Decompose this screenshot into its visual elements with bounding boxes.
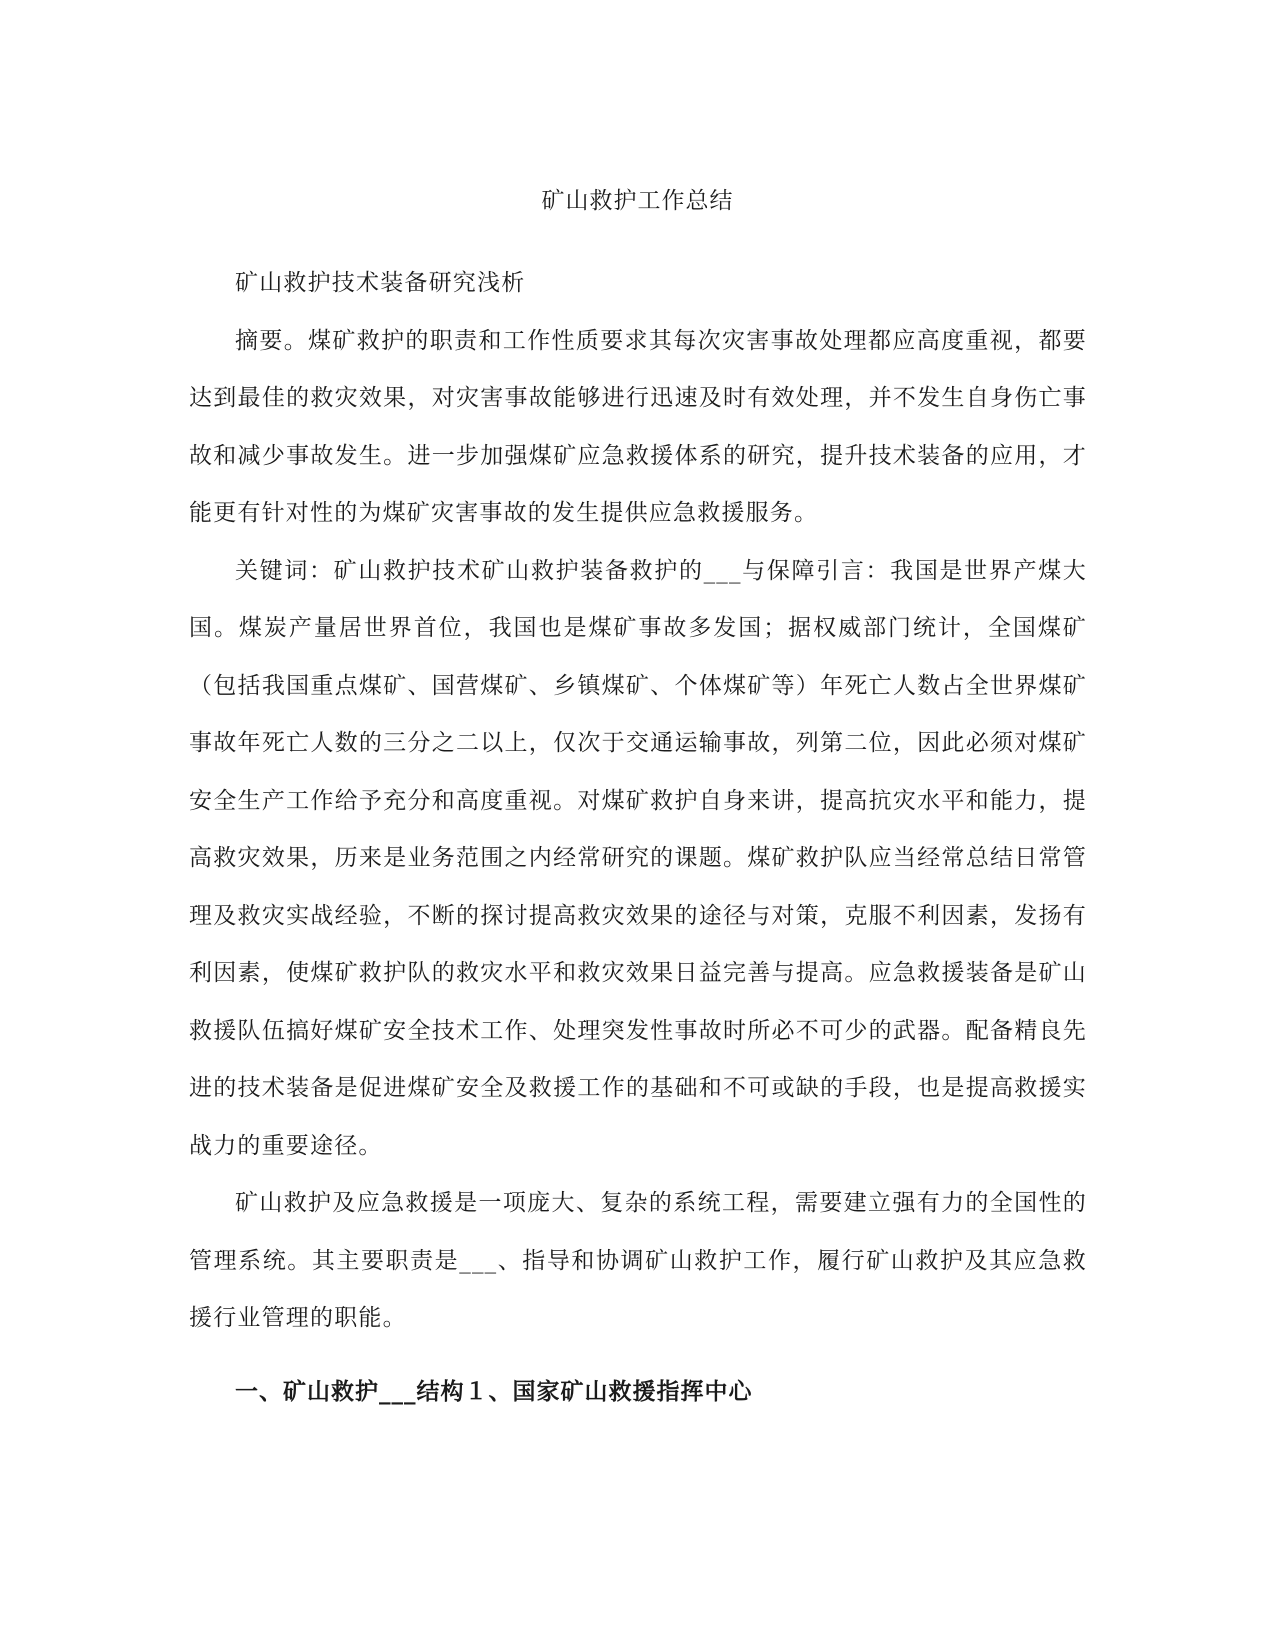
document-title: 矿山救护工作总结: [541, 188, 734, 214]
section-heading: 一、矿山救护___结构１、国家矿山救援指挥中心: [235, 1379, 753, 1405]
abstract-paragraph: 摘要。煤矿救护的职责和工作性质要求其每次灾害事故处理都应高度重视，都要达到最佳的救灾效果，对灾害事故能够进行迅速及时有效处理，并不发生自身伤亡事故和减少事故发生。进一步加强煤矿应急救援体系的研究，提升技术装备的应用，才能更有针对性的为煤矿灾害事故的发生提供应急救援服务。: [189, 327, 1087, 526]
management-paragraph: 矿山救护及应急救援是一项庞大、复杂的系统工程，需要建立强有力的全国性的管理系统。其主要职责是___、指导和协调矿山救护工作，履行矿山救护及其应急救援行业管理的职能。: [189, 1190, 1087, 1331]
document-subtitle: 矿山救护技术装备研究浅析: [235, 270, 526, 296]
keywords-paragraph: 关键词：矿山救护技术矿山救护装备救护的___与保障引言：我国是世界产煤大国。煤炭产量居世界首位，我国也是煤矿事故多发国；据权威部门统计，全国煤矿（包括我国重点煤矿、国营煤矿、乡镇煤矿、个体煤矿等）年死亡人数占全世界煤矿事故年死亡人数的三分之二以上，仅次于交通运输事故，列第二位，因此必须对煤矿安全生产工作给予充分和高度重视。对煤矿救护自身来讲，提高抗灾水平和能力，提高救灾效果，历来是业务范围之内经常研究的课题。煤矿救护队应当经常总结日常管理及救灾实战经验，不断的探讨提高救灾效果的途径与对策，克服不利因素，发扬有利因素，使煤矿救护队的救灾水平和救灾效果日益完善与提高。应急救援装备是矿山救援队伍搞好煤矿安全技术工作、处理突发性事故时所必不可少的武器。配备精良先进的技术装备是促进煤矿安全及救援工作的基础和不可或缺的手段，也是提高救援实战力的重要途径。: [189, 557, 1087, 1159]
document-body: [189, 255, 1087, 1348]
